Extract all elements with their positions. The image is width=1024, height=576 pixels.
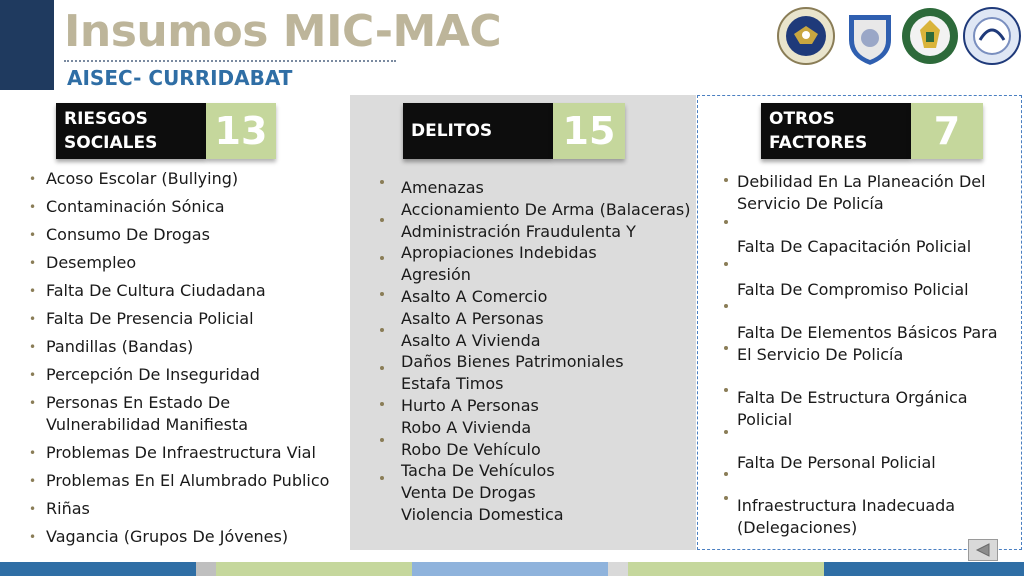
- list-item: Violencia Domestica: [401, 504, 564, 524]
- list-item: Debilidad En La Planeación Del Servicio De Policía: [737, 172, 986, 213]
- delitos-count: 15: [553, 103, 625, 159]
- list-item: Falta De Compromiso Policial: [737, 280, 969, 299]
- list-item: • Acoso Escolar (Bullying): [44, 168, 344, 190]
- otros-factores-list: [737, 171, 1012, 560]
- list-item: Falta De Estructura Orgánica Policial: [737, 388, 968, 429]
- riesgos-label-line1: RIESGOS: [64, 109, 148, 129]
- back-button[interactable]: [968, 539, 998, 561]
- riesgos-sociales-list: [44, 168, 344, 554]
- us-embassy-seal-icon: [776, 4, 836, 68]
- riesgos-sociales-label: [56, 103, 206, 159]
- list-item: • Problemas De Infraestructura Vial: [44, 442, 344, 464]
- title-divider: [64, 60, 396, 62]
- aisec-emblem-icon: [962, 4, 1022, 68]
- list-item: • Falta De Cultura Ciudadana: [44, 280, 344, 302]
- otros-factores-header: [761, 103, 983, 159]
- list-item: Tacha De Vehículos: [401, 461, 555, 481]
- logo-strip: [776, 4, 1022, 70]
- otros-factores-label: [761, 103, 911, 159]
- list-item: Apropiaciones Indebidas: [401, 243, 597, 263]
- delitos-label: DELITOS: [403, 103, 553, 159]
- list-item: • Personas En Estado De Vulnerabilidad Manifiesta: [44, 392, 344, 436]
- list-item: • Percepción De Inseguridad: [44, 364, 344, 386]
- list-item: Asalto A Personas: [401, 308, 544, 328]
- fuerza-publica-shield-icon: [840, 4, 900, 68]
- list-item: Infraestructura Inadecuada (Delegaciones): [737, 496, 956, 537]
- delitos-list: [401, 177, 691, 526]
- corner-accent-block: [0, 0, 54, 90]
- list-item: • Falta De Presencia Policial: [44, 308, 344, 330]
- list-item: Hurto A Personas: [401, 395, 539, 415]
- list-item: Robo A Vivienda: [401, 417, 532, 437]
- footer-color-bar: [0, 562, 1024, 576]
- list-item: Agresión: [401, 265, 471, 285]
- police-crest-icon: [900, 4, 960, 68]
- list-item: Amenazas: [401, 178, 484, 197]
- list-item: Estafa Timos: [401, 374, 504, 394]
- riesgos-label-line2: SOCIALES: [64, 133, 158, 153]
- list-item: • Riñas: [44, 498, 344, 520]
- otros-label-line1: OTROS: [769, 109, 835, 129]
- list-item: • Contaminación Sónica: [44, 196, 344, 218]
- page-subtitle: AISEC- CURRIDABAT: [67, 66, 293, 90]
- list-item: Asalto A Comercio: [401, 286, 548, 306]
- list-item: Falta De Capacitación Policial: [737, 237, 972, 256]
- otros-factores-count: 7: [911, 103, 983, 159]
- list-item: Venta De Drogas: [401, 483, 536, 503]
- triangle-left-icon: [975, 543, 991, 557]
- list-item: Administración Fraudulenta Y: [401, 221, 636, 241]
- riesgos-sociales-count: 13: [206, 103, 276, 159]
- list-item: Accionamiento De Arma (Balaceras): [401, 199, 691, 219]
- list-item: • Consumo De Drogas: [44, 224, 344, 246]
- list-item: Daños Bienes Patrimoniales: [401, 352, 624, 372]
- list-item: Falta De Personal Policial: [737, 453, 936, 472]
- delitos-header: [403, 103, 625, 159]
- list-item: Robo De Vehículo: [401, 439, 541, 459]
- list-item: • Pandillas (Bandas): [44, 336, 344, 358]
- list-item: Falta De Elementos Básicos Para El Servicio De Policía: [737, 323, 998, 364]
- list-item: • Vagancia (Grupos De Jóvenes): [44, 526, 344, 548]
- list-item: • Problemas En El Alumbrado Publico: [44, 470, 344, 492]
- riesgos-sociales-header: [56, 103, 276, 159]
- otros-label-line2: FACTORES: [769, 133, 868, 153]
- list-item: Asalto A Vivienda: [401, 330, 541, 350]
- page-title: Insumos MIC-MAC: [64, 6, 502, 57]
- list-item: • Desempleo: [44, 252, 344, 274]
